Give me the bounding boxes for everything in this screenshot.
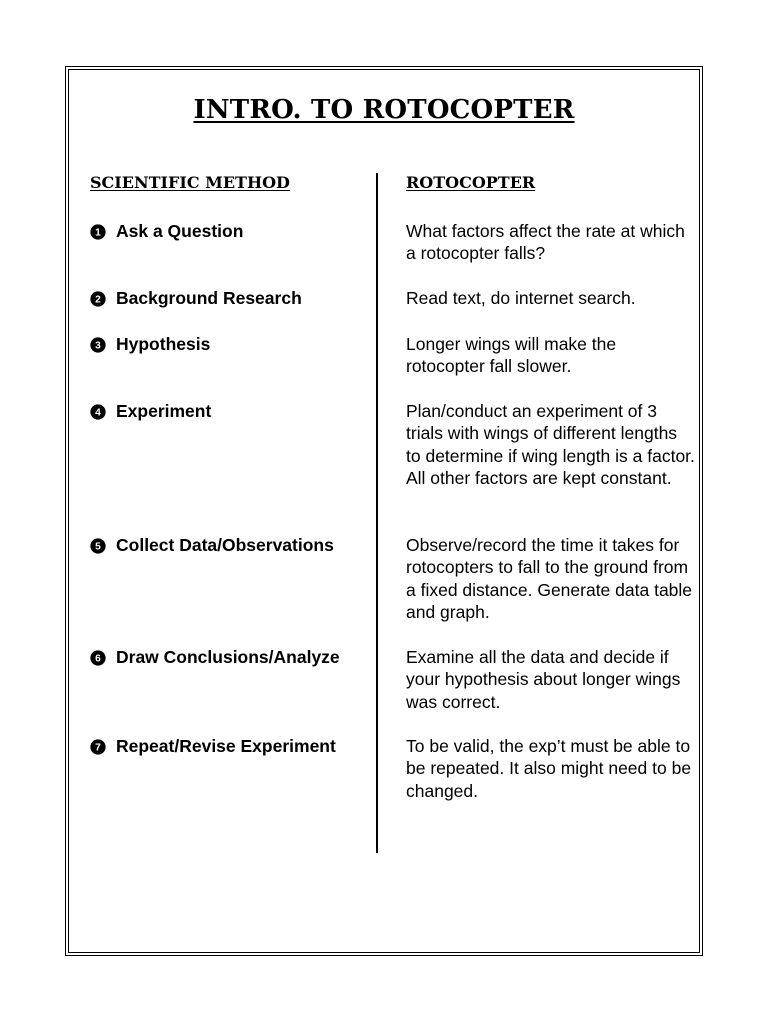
step-description: What factors affect the rate at which a rotocopter falls? bbox=[406, 221, 685, 264]
page-border-inner bbox=[68, 69, 700, 953]
step-number-badge: 2 bbox=[90, 291, 105, 306]
step-label bbox=[89, 646, 340, 668]
step-number-badge: 5 bbox=[90, 538, 105, 553]
step-description: Longer wings will make the rotocopter fall slower. bbox=[406, 334, 617, 377]
step-description: Plan/conduct an experiment of 3 trials with wings of different lengths to determine if wing length is a factor. All other factors are kept constant. bbox=[406, 401, 695, 488]
step-description: Read text, do internet search. bbox=[406, 288, 636, 308]
step-label-text: Repeat/Revise Experiment bbox=[116, 736, 336, 756]
step-number-badge: 1 bbox=[90, 224, 105, 239]
step-label bbox=[89, 534, 334, 556]
step-description: Examine all the data and decide if your hypothesis about longer wings was correct. bbox=[406, 647, 681, 712]
page-title: INTRO. TO ROTOCOPTER bbox=[193, 95, 575, 125]
column-header-rotocopter: ROTOCOPTER bbox=[406, 173, 536, 192]
step-label bbox=[89, 220, 243, 242]
step-label bbox=[89, 735, 336, 757]
step-description: Observe/record the time it takes for rotocopters to fall to the ground from a fixed distance. Generate data table and graph. bbox=[406, 535, 693, 622]
step-number-badge: 6 bbox=[90, 650, 105, 665]
step-label-text: Draw Conclusions/Analyze bbox=[116, 647, 340, 667]
column-divider bbox=[376, 173, 378, 853]
column-header-scientific-method: SCIENTIFIC METHOD bbox=[90, 173, 290, 192]
step-label bbox=[89, 400, 211, 422]
step-label-text: Ask a Question bbox=[116, 221, 244, 241]
step-label-text: Experiment bbox=[116, 401, 212, 421]
step-label-text: Background Research bbox=[116, 288, 302, 308]
step-label-text: Hypothesis bbox=[116, 334, 211, 354]
step-number-badge: 7 bbox=[90, 739, 105, 754]
step-label bbox=[89, 333, 210, 355]
step-description: To be valid, the exp’t must be able to be repeated. It also might need to be changed. bbox=[406, 736, 692, 801]
step-number-badge: 4 bbox=[90, 404, 105, 419]
step-label bbox=[89, 287, 302, 309]
step-number-badge: 3 bbox=[90, 337, 105, 352]
step-label-text: Collect Data/Observations bbox=[116, 535, 334, 555]
